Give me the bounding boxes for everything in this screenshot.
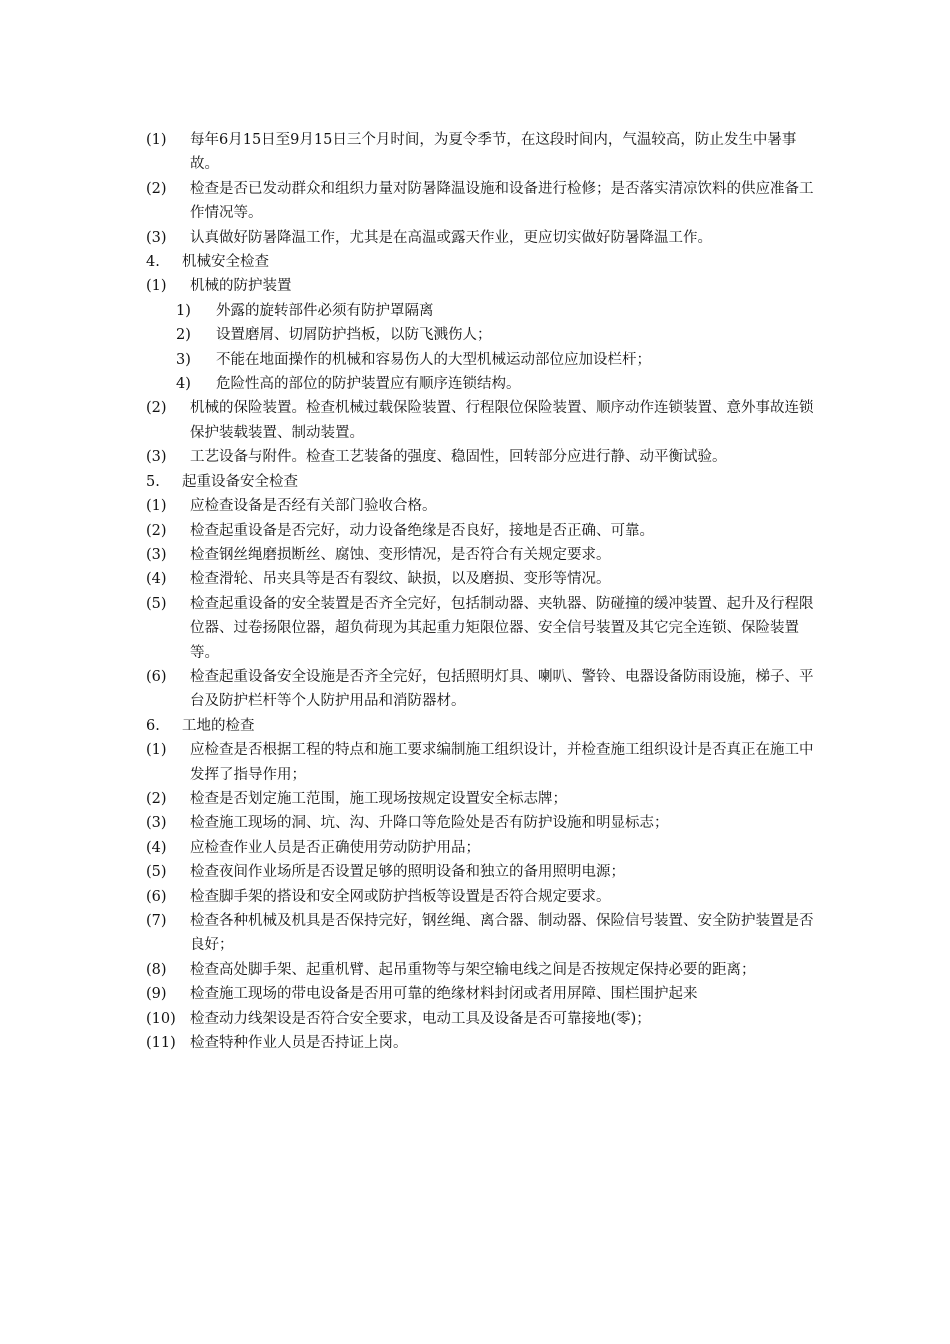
item-text: 工地的检查: [182, 717, 255, 734]
item-number: 3): [176, 351, 191, 368]
list-item: [146, 128, 822, 177]
item-number: (4): [146, 571, 167, 588]
item-text: 检查滑轮、吊夹具等是否有裂纹、缺损，以及磨损、变形等情况。: [190, 571, 611, 588]
item-text: 应检查设备是否经有关部门验收合格。: [190, 498, 437, 515]
section-heading: [146, 250, 822, 274]
item-text: 检查夜间作业场所是否设置足够的照明设备和独立的备用照明电源；: [190, 864, 625, 881]
list-item: [146, 836, 822, 860]
item-number: (5): [146, 864, 167, 881]
item-text: 检查起重设备的安全装置是否齐全完好，包括制动器、夹轨器、防碰撞的缓冲装置、起升及行程限位器、过卷扬限位器，超负荷现为其起重力矩限位器、安全信号装置及其它完全连锁、保险装置等。: [190, 595, 814, 661]
item-text: 外露的旋转部件必须有防护罩隔离: [216, 302, 434, 319]
item-number: (6): [146, 668, 167, 685]
item-text: 认真做好防暑降温工作，尤其是在高温或露天作业，更应切实做好防暑降温工作。: [190, 229, 712, 246]
item-number: (1): [146, 498, 167, 515]
item-text: 每年6月15日至9月15日三个月时间，为夏令季节，在这段时间内，气温较高，防止发生中暑事故。: [190, 132, 797, 173]
item-number: (8): [146, 961, 167, 978]
list-item: [146, 567, 822, 591]
section-heading: [146, 470, 822, 494]
item-text: 检查是否已发动群众和组织力量对防暑降温设施和设备进行检修；是否落实清凉饮料的供应准备工作情况等。: [190, 180, 814, 222]
list-item: [146, 274, 822, 298]
item-number: (2): [146, 180, 167, 197]
item-number: (10): [146, 1010, 176, 1027]
section-heading: [146, 714, 822, 738]
item-number: (2): [146, 400, 167, 417]
list-item: [146, 494, 822, 518]
item-text: 工艺设备与附件。检查工艺装备的强度、稳固性，回转部分应进行静、动平衡试验。: [190, 449, 727, 466]
item-number: 2): [176, 327, 191, 344]
item-text: 检查特种作业人员是否持证上岗。: [190, 1035, 408, 1052]
item-text: 起重设备安全检查: [182, 473, 298, 490]
list-item: [146, 811, 822, 835]
item-number: (6): [146, 888, 167, 905]
item-number: (11): [146, 1035, 176, 1052]
list-item: [146, 1007, 822, 1031]
list-item: [146, 738, 822, 787]
item-text: 机械的保险装置。检查机械过载保险装置、行程限位保险装置、顺序动作连锁装置、意外事故连锁保护装载装置、制动装置。: [190, 400, 814, 441]
list-item: [146, 1031, 822, 1055]
item-number: (5): [146, 595, 167, 612]
item-number: 1): [176, 302, 191, 319]
item-text: 检查是否划定施工范围，施工现场按规定设置安全标志牌；: [190, 790, 567, 807]
item-text: 检查施工现场的带电设备是否用可靠的绝缘材料封闭或者用屏障、围栏围护起来: [190, 986, 698, 1003]
sub-list-item: [146, 299, 822, 323]
item-number: (3): [146, 546, 167, 563]
item-text: 机械的防护装置: [190, 278, 292, 295]
item-number: (7): [146, 913, 167, 929]
item-text: 应检查作业人员是否正确使用劳动防护用品；: [190, 839, 480, 856]
list-item: [146, 909, 822, 958]
item-number: 5.: [146, 473, 160, 490]
list-item: [146, 982, 822, 1006]
sub-list-item: [146, 372, 822, 396]
item-text: 检查各种机械及机具是否保持完好，钢丝绳、离合器、制动器、保险信号装置、安全防护装置是否良好；: [190, 913, 814, 954]
item-text: 检查脚手架的搭设和安全网或防护挡板等设置是否符合规定要求。: [190, 888, 611, 905]
item-number: (1): [146, 278, 167, 295]
item-text: 检查高处脚手架、起重机臂、起吊重物等与架空输电线之间是否按规定保持必要的距离；: [190, 961, 756, 978]
item-number: (2): [146, 790, 167, 807]
item-text: 检查动力线架设是否符合安全要求，电动工具及设备是否可靠接地(零)；: [190, 1010, 651, 1027]
list-item: [146, 226, 822, 250]
item-number: (3): [146, 815, 167, 832]
item-number: 6.: [146, 717, 160, 734]
list-item: [146, 445, 822, 469]
item-number: 4.: [146, 254, 160, 271]
item-text: 危险性高的部位的防护装置应有顺序连锁结构。: [216, 376, 521, 393]
list-item: [146, 860, 822, 884]
item-text: 不能在地面操作的机械和容易伤人的大型机械运动部位应加设栏杆；: [216, 351, 651, 368]
item-text: 应检查是否根据工程的特点和施工要求编制施工组织设计，并检查施工组织设计是否真正在施工中发挥了指导作用；: [190, 742, 814, 783]
list-item: [146, 592, 822, 665]
item-text: 设置磨屑、切屑防护挡板，以防飞溅伤人；: [216, 327, 492, 344]
list-item: [146, 787, 822, 811]
item-text: 机械安全检查: [182, 254, 269, 271]
document-body: [146, 128, 822, 1055]
list-item: [146, 543, 822, 567]
list-item: [146, 665, 822, 714]
list-item: [146, 396, 822, 445]
list-item: [146, 519, 822, 543]
item-number: (3): [146, 449, 167, 466]
item-number: (1): [146, 132, 167, 148]
sub-list-item: [146, 323, 822, 347]
item-number: (4): [146, 839, 167, 856]
item-text: 检查施工现场的洞、坑、沟、升降口等危险处是否有防护设施和明显标志；: [190, 815, 669, 832]
list-item: [146, 177, 822, 226]
item-number: (2): [146, 522, 167, 539]
item-text: 检查钢丝绳磨损断丝、腐蚀、变形情况，是否符合有关规定要求。: [190, 546, 611, 563]
item-number: (1): [146, 742, 167, 759]
item-text: 检查起重设备安全设施是否齐全完好，包括照明灯具、喇叭、警铃、电器设备防雨设施，梯子、平台及防护栏杆等个人防护用品和消防器材。: [190, 668, 814, 710]
list-item: [146, 958, 822, 982]
sub-list-item: [146, 348, 822, 372]
item-text: 检查起重设备是否完好，动力设备绝缘是否良好，接地是否正确、可靠。: [190, 522, 654, 539]
item-number: 4): [176, 376, 191, 393]
list-item: [146, 885, 822, 909]
item-number: (9): [146, 986, 167, 1003]
item-number: (3): [146, 229, 167, 246]
